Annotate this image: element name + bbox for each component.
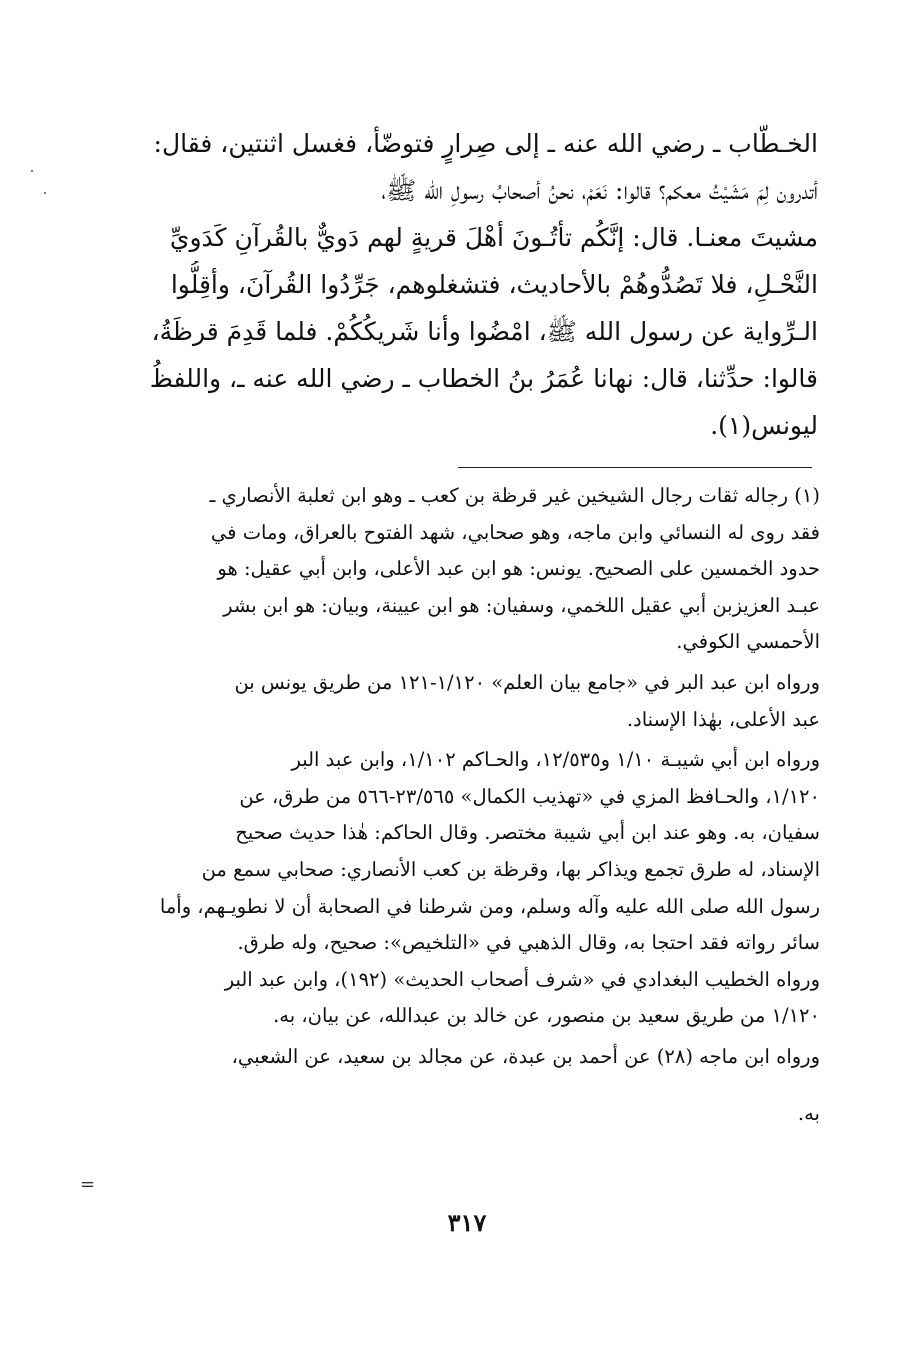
main-line-3: مشيتَ معنـا. قال: إنَّكُم تأتُـونَ أهْلَ قريةٍ لهم دَويٌّ بالقُرآنِ كَدَويِّ <box>169 223 818 252</box>
footnote-line: سائر رواته فقد احتجا به، وقال الذهبي في «التلخيص»: صحيح، وله طرق. <box>237 931 820 955</box>
footnote-line: ورواه ابن أبي شيبـة ١/١٠ و١٢/٥٣٥، والحـاكم ١/١٠٢، وابن عبد البر <box>291 748 820 772</box>
footnote-line: ورواه ابن ماجه (٢٨) عن أحمد بن عبدة، عن مجالد بن سعيد، عن الشعبي، <box>231 1044 820 1068</box>
footnote-line: به. <box>797 1101 820 1125</box>
footnote-line: ١/١٢٠، والحـافظ المزي في «تهذيب الكمال» ٢٣/٥٦٥-٥٦٦ من طرق، عن <box>239 784 820 808</box>
page-number: ٣١٧ <box>447 1208 487 1237</box>
paragraph-gap <box>80 1076 820 1096</box>
footnote-line: ورواه الخطيب البغدادي في «شرف أصحاب الحديث» (١٩٢)، وابن عبد البر <box>224 967 820 991</box>
footnote-line: ١/١٢٠ من طريق سعيد بن منصور، عن خالد بن عبدالله، عن بيان، به. <box>273 1004 820 1028</box>
footnote-separator <box>458 467 812 468</box>
footnote-line: الأحمسي الكوفي. <box>676 630 820 654</box>
main-line-4: النَّحْـلِ، فلا تَصُدُّوهُمْ بالأحاديث، فتشغلوهم، جَرِّدُوا القُرآنَ، وأقِلُّوا <box>170 270 818 299</box>
main-text <box>84 120 818 449</box>
footnote-line: رسول الله صلى الله عليه وآله وسلم، ومن شرطنا في الصحابة أن لا نطويـهم، وأما <box>159 894 820 918</box>
footnote-line: ورواه ابن عبد البر في «جامع بيان العلم» ١/١٢٠-١٢١ من طريق يونس بن <box>234 670 820 694</box>
main-line-2: أتدرون لِمَ مَشَيْتُ معكم؟ قالوا: نَعَمْ، نحنُ أصحابُ رسولِ الله ﷺ، <box>381 176 818 205</box>
footnote-line: عبـد العزيزبن أبي عقيل اللخمي، وسفيان: هو ابن عيينة، وبيان: هو ابن بشر <box>223 593 820 617</box>
footnotes <box>80 478 820 1132</box>
footnote-line: سفيان، به. وهو عند ابن أبي شيبة مختصر. وقال الحاكم: هٰذا حديث صحيح <box>235 821 820 845</box>
footnote-line: حدود الخمسين على الصحيح. يونس: هو ابن عبد الأعلى، وابن أبي عقيل: هو <box>217 557 820 581</box>
main-line-1: الخـطّاب ـ رضي الله عنه ـ إلى صِرارٍ فتوضّأ، فغسل اثنتين، فقال: <box>153 129 818 158</box>
footnote-line: (١) رجاله ثقات رجال الشيخين غير قرظة بن كعب ـ وهو ابن ثعلبة الأنصاري ـ <box>209 484 820 507</box>
main-line-7: ليونس(١). <box>710 411 818 440</box>
footnote-line: فقد روى له النسائي وابن ماجه، وهو صحابي، شهد الفتوح بالعراق، ومات في <box>210 520 820 544</box>
footnote-line: الإسناد، له طرق تجمع ويذاكر بها، وقرظة بن كعب الأنصاري: صحابي سمع من <box>201 857 820 881</box>
scan-speck <box>44 192 46 194</box>
main-line-5: الـرِّواية عن رسول الله ﷺ، امْضُوا وأنا شَريكُكُمْ. فلما قَدِمَ قرظَةُ، <box>151 317 818 346</box>
continuation-mark: = <box>80 1174 96 1195</box>
footnote-line: عبد الأعلى، بهٰذا الإسناد. <box>626 707 820 731</box>
main-line-6: قالوا: حدِّثنا، قال: نهانا عُمَرُ بنُ الخطاب ـ رضي الله عنه ـ، واللفظُ <box>149 364 818 393</box>
scan-speck <box>31 170 33 172</box>
